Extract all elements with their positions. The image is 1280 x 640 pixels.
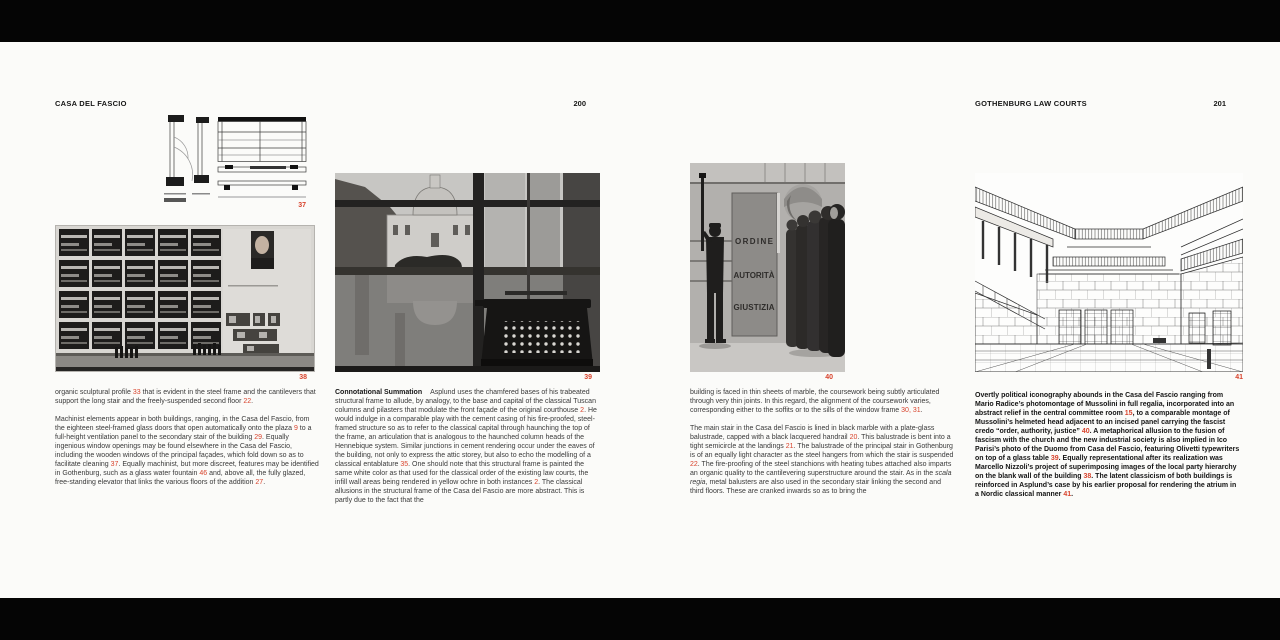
figure-facade-montage-photo [55,225,315,372]
figure-ordine-panel-photo [690,163,845,372]
paragraph: Connotational Summation Asplund uses the chamfered bases of his trabeated structural frame to allude, by analogy, to the base and capital of the classical Tuscan columns and pilasters that modulate the front façade of the original courthouse 2. He would indulge in a comparable play with the cement casing of his fire-proofed, steel-framed structure so as to refer to the classical capital through haunching the top of the frame, an articulation that is analogous to the haunched column heads of the Hennebique system. Similar junctions in cement rendering occur under the eaves of the building, not only to express the attic storey, but also to echo the modelling of a classical entablature 35. One should note that this structural frame is painted the same white color as that used for the classical order of the existing law courts, the infill wall areas being rendered in yellow ochre in both instances 2. The classical allusions in the structural frame of the Casa del Fascio are more abstract. This is partly due to the fact that the [335,389,597,504]
figure-number-41: 41 [1235,374,1243,381]
paragraph: building is faced in thin sheets of marble, the coursework being subtly articulated through very thin joints. In this regard, the alignment of the coursework varies, corresponding either to the soffits or to the sills of the window frame 30, 31. [690,389,940,414]
left-running-head: CASA DEL FASCIO [55,99,127,108]
left-text-column-2 [335,388,601,505]
window-details-drawing-image [130,107,320,212]
left-text-column-1 [55,388,319,487]
paragraph: organic sculptural profile 33 that is evident in the steel frame and the cantilevers that support the long stair and the freely-suspended second floor 22. [55,389,316,405]
right-text-column-2 [975,391,1241,499]
figure-number-38: 38 [299,374,307,381]
panel-word-giustizia: GIUSTIZIA [733,303,775,312]
left-page-number: 200 [573,99,586,108]
panel-word-ordine: ORDINE [735,237,773,246]
figure-window-details-drawing [130,107,320,212]
paragraph: Overtly political iconography abounds in the Casa del Fascio ranging from Mario Radice’s photomontage of Mussolini in full regalia, incorporated into an abstract relief in the central committee room 15, to a comparable montage of Mussolini’s helmeted head adjacent to an incised panel carrying the fascist credo “order, authority, justice” 40. A metaphorical allusion to the fusion of fascism with the church and the new industrial society is also implied in Ico Parisi’s photo of the Duomo from Casa del Fascio, featuring Olivetti typewriters on top of a glass table 39. Equally representational after its realization was Marcello Nizzoli’s project of superimposing images of the local party hierarchy on the blank wall of the building 38. The latent classicism of both buildings is reinforced in Asplund’s case by his earlier proposal for rendering the atrium in a Nordic classical manner 41. [975,392,1240,498]
right-running-head: GOTHENBURG LAW COURTS [975,99,1087,108]
page-spread [0,42,1280,598]
paragraph: Machinist elements appear in both buildings, ranging, in the Casa del Fascio, from the eighteen steel-framed glass doors that open automatically onto the plaza 9 to a full-height ventilation panel to the secondary stair of the building 29. Equally ingenious window openings may be found elsewhere in the Casa del Fascio, including the wooden windows of the principal façades, which fold down so as to facilitate cleaning 37. Equally machinist, but more discreet, features may be identified in Gothenburg, such as a glass water fountain 46 and, above all, the fully glazed, free-standing elevator that links the various floors of the addition 27. [55,416,319,486]
figure-number-37: 37 [298,202,306,209]
right-page-number: 201 [1213,99,1226,108]
figure-number-39: 39 [584,374,592,381]
duomo-typewriter-photo-image [335,173,600,372]
ordine-panel-photo-image [690,163,845,372]
paragraph: The main stair in the Casa del Fascio is lined in black marble with a plate-glass balustrade, capped with a black lacquered handrail 20. This balustrade is bent into a tight semicircle at the landings 21. The balustrade of the principal stair in Gothenburg is of an equally light character as the steel hangers from which the stair is suspended 22. The fire-proofing of the steel stanchions with heating tubes attached also imparts an organic quality to the cantilevering superstructure around the stair. As in the scala regia, metal balusters are also used in the secondary stair linking the second and third floors. These are cranked inwards so as to bring the [690,425,954,495]
atrium-drawing-image [975,173,1243,372]
panel-word-autorita: AUTORITÀ [733,271,775,280]
right-text-column-1 [690,388,954,496]
figure-atrium-drawing [975,173,1243,372]
figure-duomo-typewriter-photo [335,173,600,372]
facade-montage-photo-image [55,225,315,372]
figure-number-40: 40 [825,374,833,381]
